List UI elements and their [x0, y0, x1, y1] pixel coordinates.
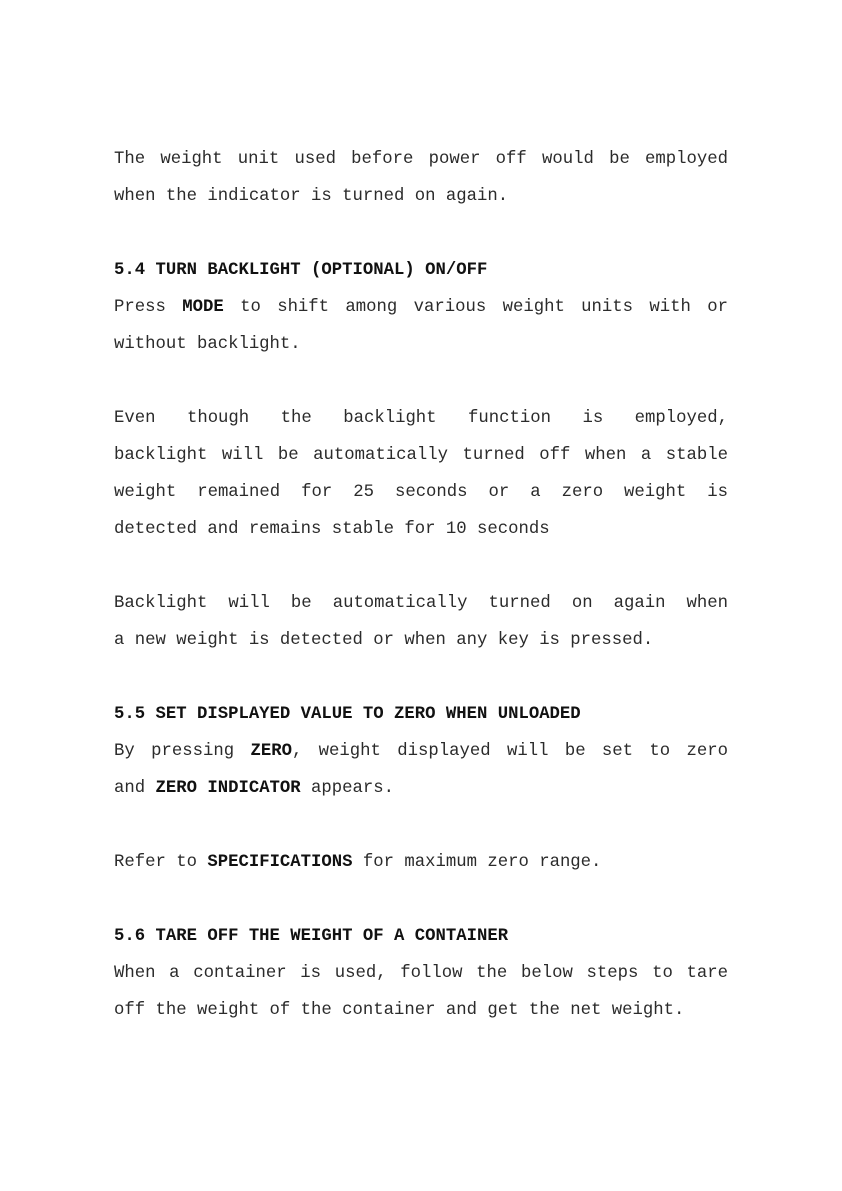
text-line: When a container is used, follow the below steps to tare: [114, 964, 728, 983]
text-line: off the weight of the container and get the net weight.: [114, 1001, 685, 1020]
text-line: Backlight will be automatically turned on again when: [114, 594, 728, 613]
text-line: backlight will be automatically turned off when a stable: [114, 446, 728, 465]
text-line: weight remained for 25 seconds or a zero weight is: [114, 483, 728, 502]
specifications-label: SPECIFICATIONS: [207, 853, 353, 872]
zero-indicator-label: ZERO INDICATOR: [155, 779, 301, 798]
text-line: detected and remains stable for 10 seconds: [114, 520, 550, 539]
text-line: without backlight.: [114, 335, 301, 354]
text-fragment: Press: [114, 298, 183, 317]
zero-key-label: ZERO: [250, 742, 292, 761]
backlight-off-paragraph: [114, 400, 728, 548]
backlight-on-paragraph: [114, 585, 728, 659]
text-fragment: By pressing: [114, 742, 251, 761]
text-line: The weight unit used before power off would be employed: [114, 150, 728, 169]
mode-paragraph: [114, 289, 728, 363]
section-heading-5-6: 5.6 TARE OFF THE WEIGHT OF A CONTAINER: [114, 927, 509, 946]
tare-paragraph: [114, 955, 728, 1029]
text-line: [114, 289, 728, 326]
text-fragment: appears.: [300, 779, 395, 798]
specifications-paragraph: [114, 844, 728, 881]
section-heading-5-5: 5.5 SET DISPLAYED VALUE TO ZERO WHEN UNLOADED: [114, 705, 581, 724]
text-fragment: for maximum zero range.: [352, 853, 602, 872]
text-fragment: to shift among various weight units with or: [223, 298, 728, 317]
text-fragment: and: [114, 779, 156, 798]
text-line: [114, 844, 728, 881]
text-line: Even though the backlight function is employed,: [114, 409, 728, 428]
text-fragment: Refer to: [114, 853, 208, 872]
mode-key-label: MODE: [182, 298, 224, 317]
text-fragment: , weight displayed will be set to zero: [291, 742, 729, 761]
manual-page: [114, 141, 728, 1029]
text-line: when the indicator is turned on again.: [114, 187, 509, 206]
intro-paragraph: [114, 141, 728, 215]
section-heading-5-4: 5.4 TURN BACKLIGHT (OPTIONAL) ON/OFF: [114, 261, 488, 280]
text-line: [114, 770, 728, 807]
text-line: a new weight is detected or when any key is pressed.: [114, 631, 654, 650]
zero-paragraph: [114, 733, 728, 807]
text-line: [114, 733, 728, 770]
